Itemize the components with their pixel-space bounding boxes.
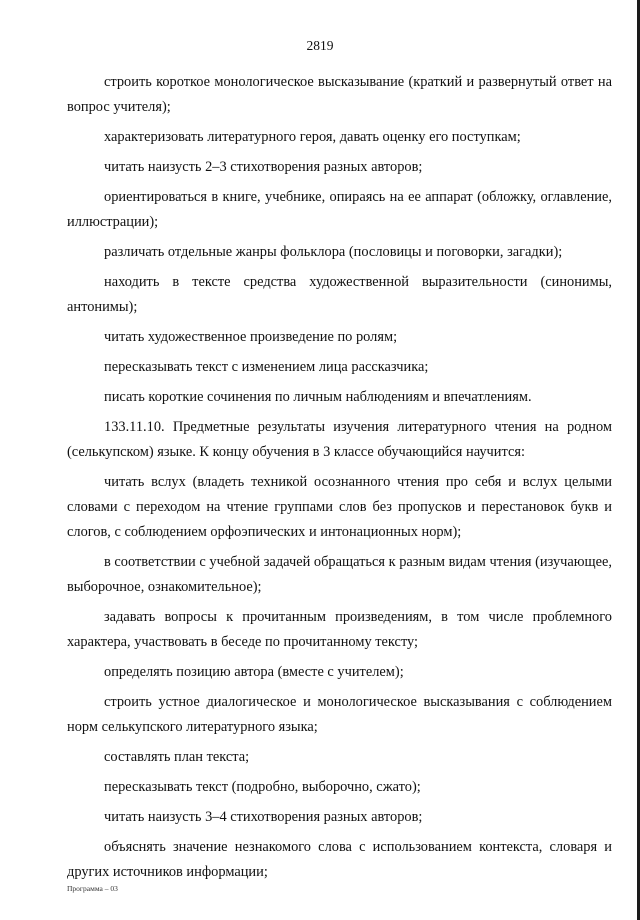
paragraph-11: читать вслух (владеть техникой осознанного чтения про себя и вслух целыми словами с переходом на чтение группами слов без пропусков и перестановок букв и слогов, с соблюдением орфоэпических и интонационных норм); [67,474,612,540]
paragraph-19: объяснять значение незнакомого слова с использованием контекста, словаря и других источников информации; [67,839,612,880]
paragraph-5: различать отдельные жанры фольклора (пословицы и поговорки, загадки); [104,244,563,260]
paragraph-6: находить в тексте средства художественной выразительности (синонимы, антонимы); [67,274,612,315]
paragraph-14: определять позицию автора (вместе с учителем); [104,664,404,680]
paragraph-8: пересказывать текст с изменением лица рассказчика; [104,359,429,375]
paragraph-3: читать наизусть 2–3 стихотворения разных авторов; [104,159,423,175]
paragraph-1: строить короткое монологическое высказывание (краткий и развернутый ответ на вопрос учителя); [67,74,612,115]
paragraph-7: читать художественное произведение по ролям; [104,329,398,345]
document-body [67,70,612,890]
paragraph-10: 133.11.10. Предметные результаты изучения литературного чтения на родном (селькупском) языке. К концу обучения в 3 классе обучающийся научится: [67,419,612,460]
paragraph-15: строить устное диалогическое и монологическое высказывания с соблюдением норм селькупского литературного языка; [67,694,612,735]
paragraph-17: пересказывать текст (подробно, выборочно, сжато); [104,779,421,795]
paragraph-9: писать короткие сочинения по личным наблюдениям и впечатлениям. [104,389,532,405]
paragraph-18: читать наизусть 3–4 стихотворения разных авторов; [104,809,423,825]
paragraph-4: ориентироваться в книге, учебнике, опираясь на ее аппарат (обложку, оглавление, иллюстрации); [67,189,612,230]
paragraph-13: задавать вопросы к прочитанным произведениям, в том числе проблемного характера, участвовать в беседе по прочитанному тексту; [67,609,612,650]
footer-label: Программа – 03 [67,884,118,893]
paragraph-12: в соответствии с учебной задачей обращаться к разным видам чтения (изучающее, выборочное, ознакомительное); [67,554,612,595]
paragraph-16: составлять план текста; [104,749,250,765]
page-number: 2819 [306,38,334,53]
paragraph-2: характеризовать литературного героя, давать оценку его поступкам; [104,129,521,145]
